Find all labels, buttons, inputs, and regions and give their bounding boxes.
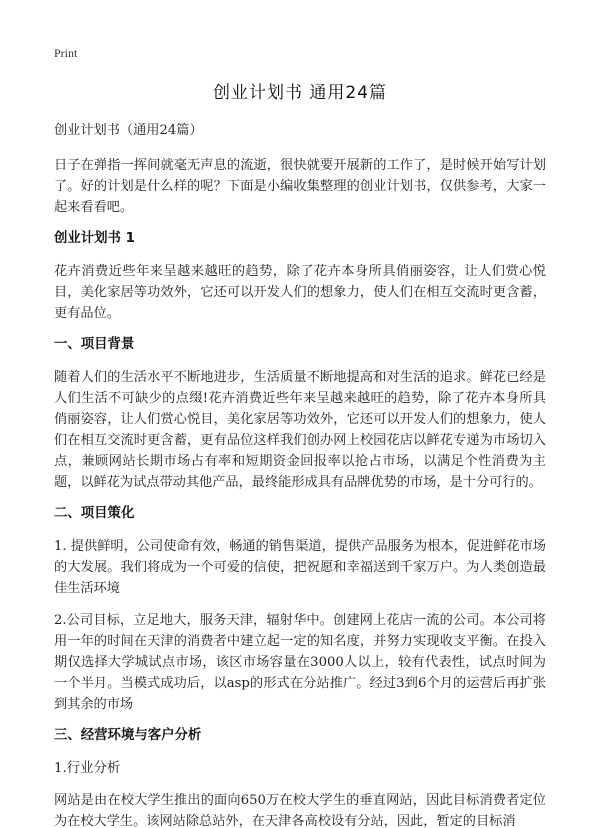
- section-paragraph: 花卉消费近些年来呈越来越旺的趋势，除了花卉本身所具俏丽姿容，让人们赏心悦目，美化家居等功效外，它还可以开发人们的想象力，使人们在相互交流时更含蓄，更有品位。: [54, 264, 546, 321]
- section-paragraph: 1. 提供鲜明，公司使命有效，畅通的销售渠道，提供产品服务为根本，促进鲜花市场的大发展。我们将成为一个可爱的信使，把祝愿和幸福送到千家万户。为人类创造最佳生活环境: [54, 539, 546, 596]
- section-paragraph: 2.公司目标，立足地大，服务天津，辐射华中。创建网上花店一流的公司。本公司将用一年的时间在天津的消费者中建立起一定的知名度，并努力实现收支平衡。在投入期仅选择大学城试点市场，该区市场容量在3000人以上，较有代表性，试点时间为一个半月。当模式成功后，以asp的形式在分站推广。经过3到6个月的运营后再扩张到其余的市场: [54, 613, 546, 712]
- section-heading: 二、项目策化: [54, 506, 135, 521]
- section-paragraph: 随着人们的生活水平不断地进步，生活质量不断地提高和对生活的追求。鲜花已经是人们生活不可缺少的点缀!花卉消费近些年来呈越来越旺的趋势，除了花卉本身所具俏丽姿容，让人们赏心悦目，美化家居等功效外，它还可以开发人们的想象力，使人们在相互交流时更含蓄，更有品位这样我们创办网上校园花店以鲜花专递为市场切入点，兼顾网站长期市场占有率和短期资金回报率以抢占市场，以满足个性消费为主题，以鲜花为试点带动其他产品，最终能形成具有品牌优势的市场，是十分可行的。: [54, 370, 546, 490]
- section-heading: 三、经营环境与客户分析: [54, 728, 202, 743]
- article-body: [54, 120, 546, 828]
- section-paragraph: 1.行业分析: [54, 761, 121, 776]
- page-title: 创业计划书 通用24篇: [212, 83, 388, 103]
- article-subtitle: 创业计划书（通用24篇）: [54, 123, 203, 138]
- section-heading: 一、项目背景: [54, 337, 135, 352]
- intro-paragraph: 日子在弹指一挥间就毫无声息的流逝，很快就要开展新的工作了，是时候开始写计划了。好的计划是什么样的呢？下面是小编收集整理的创业计划书，仅供参考，大家一起来看看吧。: [54, 158, 546, 215]
- section-heading: 创业计划书 1: [54, 231, 135, 246]
- section-paragraph: 网站是由在校大学生推出的面向650万在校大学生的垂直网站，因此目标消费者定位为在校大学生。该网站除总站外，在天津各高校设有分站，因此，暂定的目标消: [54, 793, 546, 828]
- print-link[interactable]: Print: [54, 46, 78, 60]
